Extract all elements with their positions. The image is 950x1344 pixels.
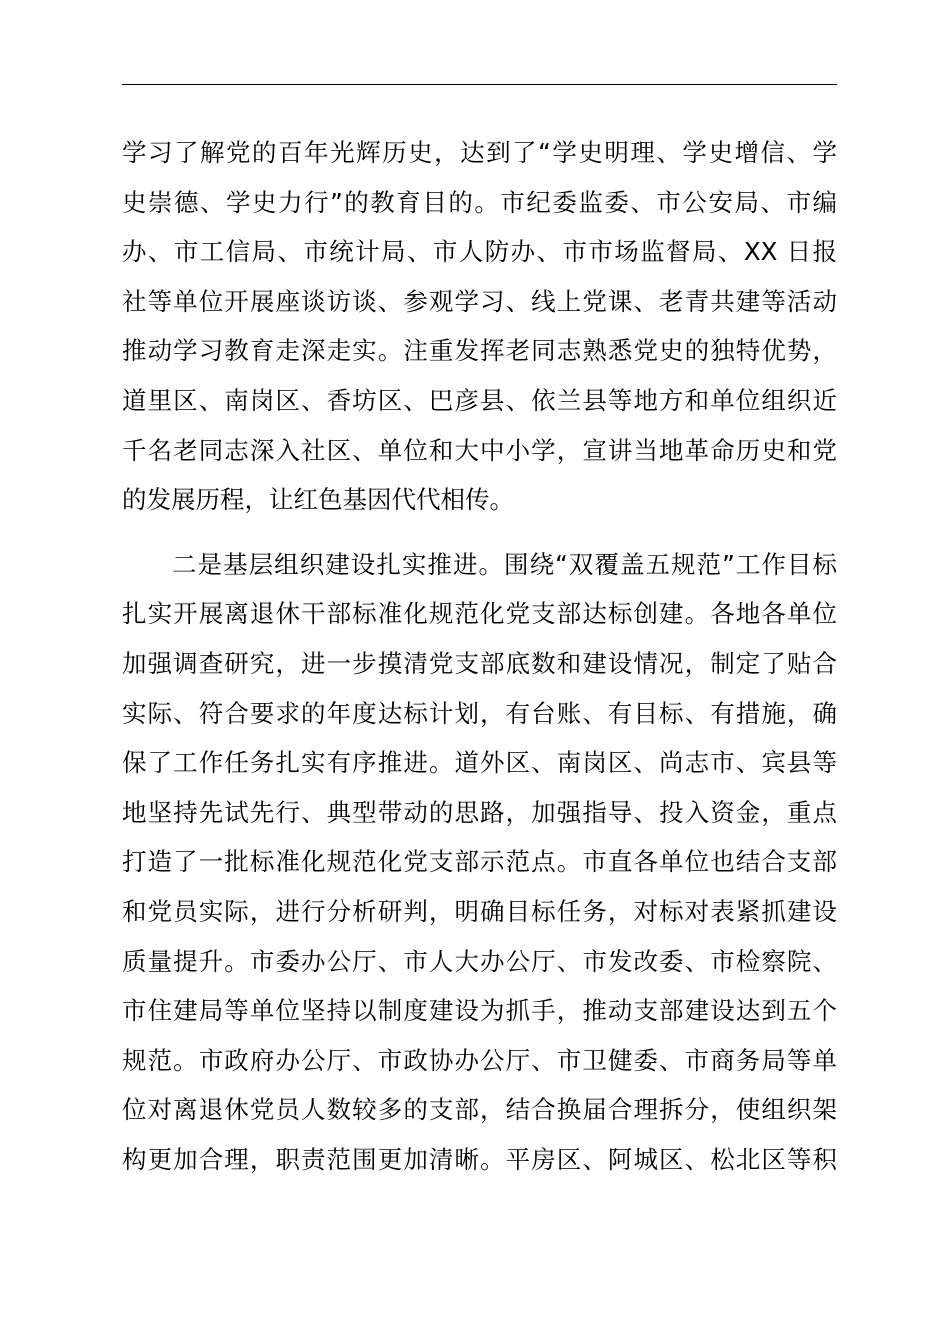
text-line: 规范。市政府办公厅、市政协办公厅、市卫健委、市商务局等单	[122, 1045, 837, 1075]
text-line: 的发展历程，让红色基因代代相传。	[122, 485, 514, 515]
text-line: 实际、符合要求的年度达标计划，有台账、有目标、有措施，确	[122, 698, 837, 728]
header-rule	[122, 84, 837, 85]
text-line: 道里区、南岗区、香坊区、巴彦县、依兰县等地方和单位组织近	[122, 385, 837, 415]
text-line: 社等单位开展座谈访谈、参观学习、线上党课、老青共建等活动	[122, 286, 837, 316]
text-line: 学习了解党的百年光辉历史，达到了“学史明理、学史增信、学	[122, 138, 837, 167]
text-line: 加强调查研究，进一步摸清党支部底数和建设情况，制定了贴合	[122, 648, 837, 678]
paragraph-1	[122, 128, 837, 525]
text-line: 和党员实际，进行分析研判，明确目标任务，对标对表紧抓建设	[122, 896, 837, 926]
document-body	[122, 128, 837, 1184]
text-line: 扎实开展离退休干部标准化规范化党支部达标创建。各地各单位	[122, 599, 837, 629]
text-line: 史崇德、学史力行”的教育目的。市纪委监委、市公安局、市编	[122, 187, 837, 217]
text-line: 千名老同志深入社区、单位和大中小学，宣讲当地革命历史和党	[122, 435, 837, 465]
text-line: 地坚持先试先行、典型带动的思路，加强指导、投入资金，重点	[122, 797, 837, 827]
text-line: 构更加合理，职责范围更加清晰。平房区、阿城区、松北区等积	[122, 1144, 837, 1174]
text-line: 位对离退休党员人数较多的支部，结合换届合理拆分，使组织架	[122, 1095, 837, 1125]
text-line: 保了工作任务扎实有序推进。道外区、南岗区、尚志市、宾县等	[122, 748, 837, 778]
paragraph-gap	[122, 525, 837, 540]
text-line: 质量提升。市委办公厅、市人大办公厅、市发改委、市检察院、	[122, 946, 837, 976]
text-line: 推动学习教育走深走实。注重发挥老同志熟悉党史的独特优势，	[122, 336, 837, 366]
text-line: 办、市工信局、市统计局、市人防办、市市场监督局、XX 日报	[122, 237, 837, 267]
paragraph-2	[122, 540, 837, 1185]
text-line: 市住建局等单位坚持以制度建设为抓手，推动支部建设达到五个	[122, 996, 837, 1026]
text-line: 二是基层组织建设扎实推进。围绕“双覆盖五规范”工作目标	[172, 549, 837, 579]
text-line: 打造了一批标准化规范化党支部示范点。市直各单位也结合支部	[122, 847, 837, 877]
